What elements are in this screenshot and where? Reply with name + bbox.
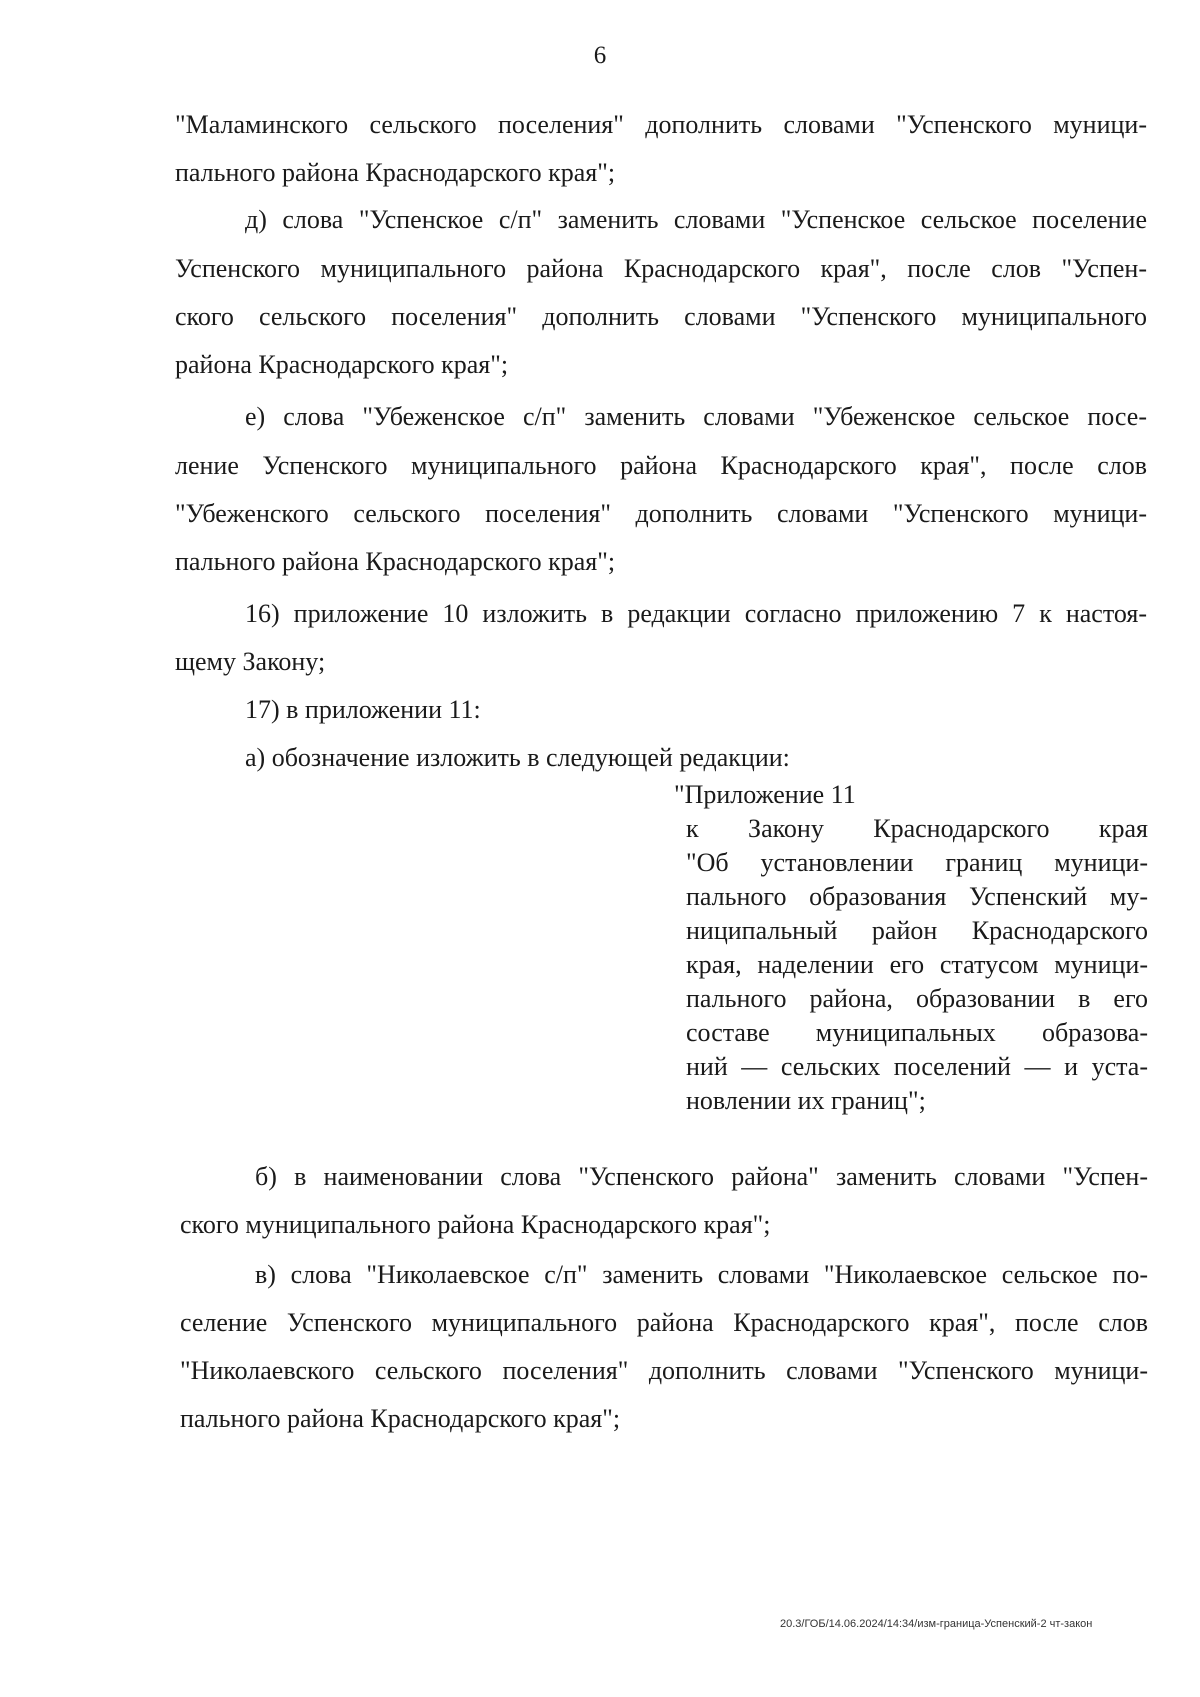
appendix-line: к Закону Краснодарского края: [686, 814, 1148, 843]
paragraph-4-line-1: 16) приложение 10 изложить в редакции согласно приложению 7 к настоя-: [245, 599, 1147, 628]
paragraph-8-line-1: в) слова "Николаевское с/п" заменить словами "Николаевское сельское по-: [255, 1260, 1148, 1289]
paragraph-3-line-1: е) слова "Убеженское с/п" заменить словами "Убеженское сельское посе-: [245, 402, 1147, 431]
paragraph-7-line-1: б) в наименовании слова "Успенского района" заменить словами "Успен-: [255, 1162, 1148, 1191]
appendix-line: "Об установлении границ муници-: [686, 848, 1148, 877]
paragraph-8-line-2: селение Успенского муниципального района Краснодарского края", после слов: [180, 1308, 1148, 1337]
appendix-line: пального района, образовании в его: [686, 984, 1148, 1013]
paragraph-8-line-4: пального района Краснодарского края";: [180, 1404, 621, 1433]
appendix-line: пального образования Успенский му-: [686, 882, 1148, 911]
appendix-line: ний — сельских поселений — и уста-: [686, 1052, 1148, 1081]
document-footer-code: 20.3/ГОБ/14.06.2024/14:34/изм-граница-Успенский-2 чт-закон: [780, 1618, 1093, 1630]
paragraph-3-line-2: ление Успенского муниципального района Краснодарского края", после слов: [175, 451, 1147, 480]
appendix-header-block: [674, 778, 1148, 1118]
paragraph-6-line-1: а) обозначение изложить в следующей редакции:: [245, 743, 790, 772]
paragraph-3-line-3: "Убеженского сельского поселения" дополнить словами "Успенского муници-: [175, 499, 1147, 528]
paragraph-5-line-1: 17) в приложении 11:: [245, 695, 481, 724]
appendix-line: составе муниципальных образова-: [686, 1018, 1148, 1047]
paragraph-2-line-3: ского сельского поселения" дополнить словами "Успенского муниципального: [175, 302, 1147, 331]
paragraph-2-line-1: д) слова "Успенское с/п" заменить словами "Успенское сельское поселение: [245, 205, 1147, 234]
appendix-heading: "Приложение 11: [674, 780, 856, 809]
paragraph-2-line-4: района Краснодарского края";: [175, 350, 509, 379]
appendix-line: края, наделении его статусом муници-: [686, 950, 1148, 979]
paragraph-2-line-2: Успенского муниципального района Краснодарского края", после слов "Успен-: [175, 254, 1147, 283]
paragraph-4-line-2: щему Закону;: [175, 647, 326, 676]
page-number: 6: [593, 42, 607, 69]
paragraph-8-line-3: "Николаевского сельского поселения" дополнить словами "Успенского муници-: [180, 1356, 1148, 1385]
appendix-line: ниципальный район Краснодарского: [686, 916, 1148, 945]
paragraph-1-line-2: пального района Краснодарского края";: [175, 158, 616, 187]
paragraph-7-line-2: ского муниципального района Краснодарского края";: [180, 1210, 771, 1239]
paragraph-1-line-1: "Маламинского сельского поселения" дополнить словами "Успенского муници-: [175, 110, 1147, 139]
paragraph-3-line-4: пального района Краснодарского края";: [175, 547, 616, 576]
appendix-line: новлении их границ";: [686, 1086, 926, 1115]
